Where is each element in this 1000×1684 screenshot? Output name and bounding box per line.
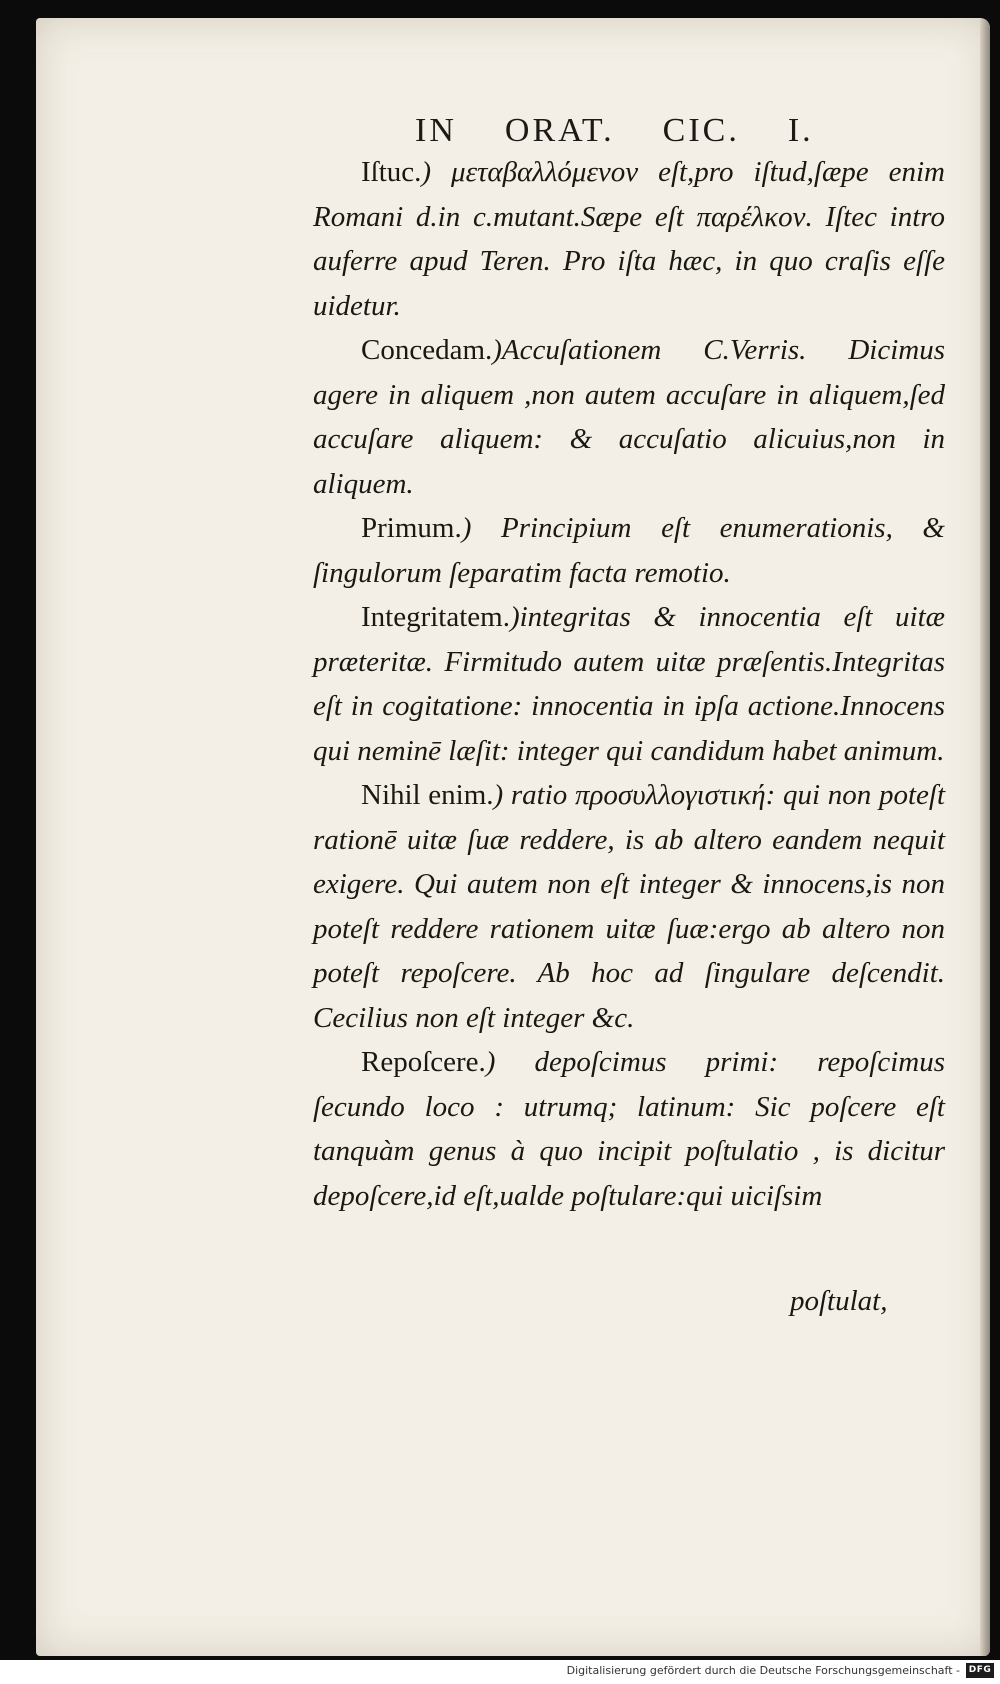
lemma: Nihil enim. [361,779,494,811]
page-edge [980,18,990,1656]
dfg-logo-icon: DFG [966,1663,994,1678]
catchword: poſtulat, [790,1285,888,1317]
lemma: Integritatem. [361,601,510,633]
paragraph-text: ) μεταβαλλόμενον eſt,pro iſtud,ſæpe enim Romani d.in c.mutant.Sæpe eſt παρέλκον. Iſtec intro auferre apud Teren. Pro iſta hæc, in quo craſis eſſe uidetur. [313,156,945,322]
paragraph-text: ) depoſcimus primi: repoſcimus ſecundo loco : utrumq; latinum: Sic poſcere eſt tanquàm genus à quo incipit poſtulatio , is dicitur depoſcere,id eſt,ualde poſtulare:qui uiciſsim [313,1046,945,1212]
lemma: Repoſcere. [361,1046,486,1078]
footer-credit: Digitalisierung gefördert durch die Deutsche Forschungsgemeinschaft - [566,1664,960,1677]
header-word: ORAT. [504,112,615,149]
running-header [415,112,862,150]
commentary-text [313,150,945,1218]
paragraph [313,506,945,595]
header-word: IN [415,112,457,149]
paragraph-text: )Accuſationem C.Verris. Dicimus agere in aliquem ,non autem accuſare in aliquem,ſed accuſare aliquem: & accuſatio alicuius,non in aliquem. [313,334,945,500]
paragraph-text: )integritas & innocentia eſt uitæ præteritæ. Firmitudo autem uitæ præſentis.Integritas eſt in cogitatione: innocentia in ipſa actione.Innocens qui neminē læſit: integer qui candidum habet animum. [313,601,945,767]
lemma: Concedam. [361,334,493,366]
header-word: CIC. [662,112,740,149]
paragraph-text: ) ratio προσυλλογιστική: qui non poteſt rationē uitæ ſuæ reddere, is ab altero eandem nequit exigere. Qui autem non eſt integer & innocens,is non poteſt reddere rationem uitæ ſuæ:ergo ab altero non poteſt repoſcere. Ab hoc ad ſingulare deſcendit. Cecilius non eſt integer &c. [313,779,945,1034]
paragraph-text: ) Principium eſt enumerationis, & ſingulorum ſeparatim facta remotio. [313,512,945,589]
lemma: Iſtuc. [361,156,422,188]
paragraph [313,328,945,506]
paragraph [313,595,945,773]
lemma: Primum. [361,512,462,544]
digitization-footer [0,1660,1000,1684]
paragraph [313,150,945,328]
header-word: I. [787,112,814,149]
paragraph [313,1040,945,1218]
paragraph [313,773,945,1040]
